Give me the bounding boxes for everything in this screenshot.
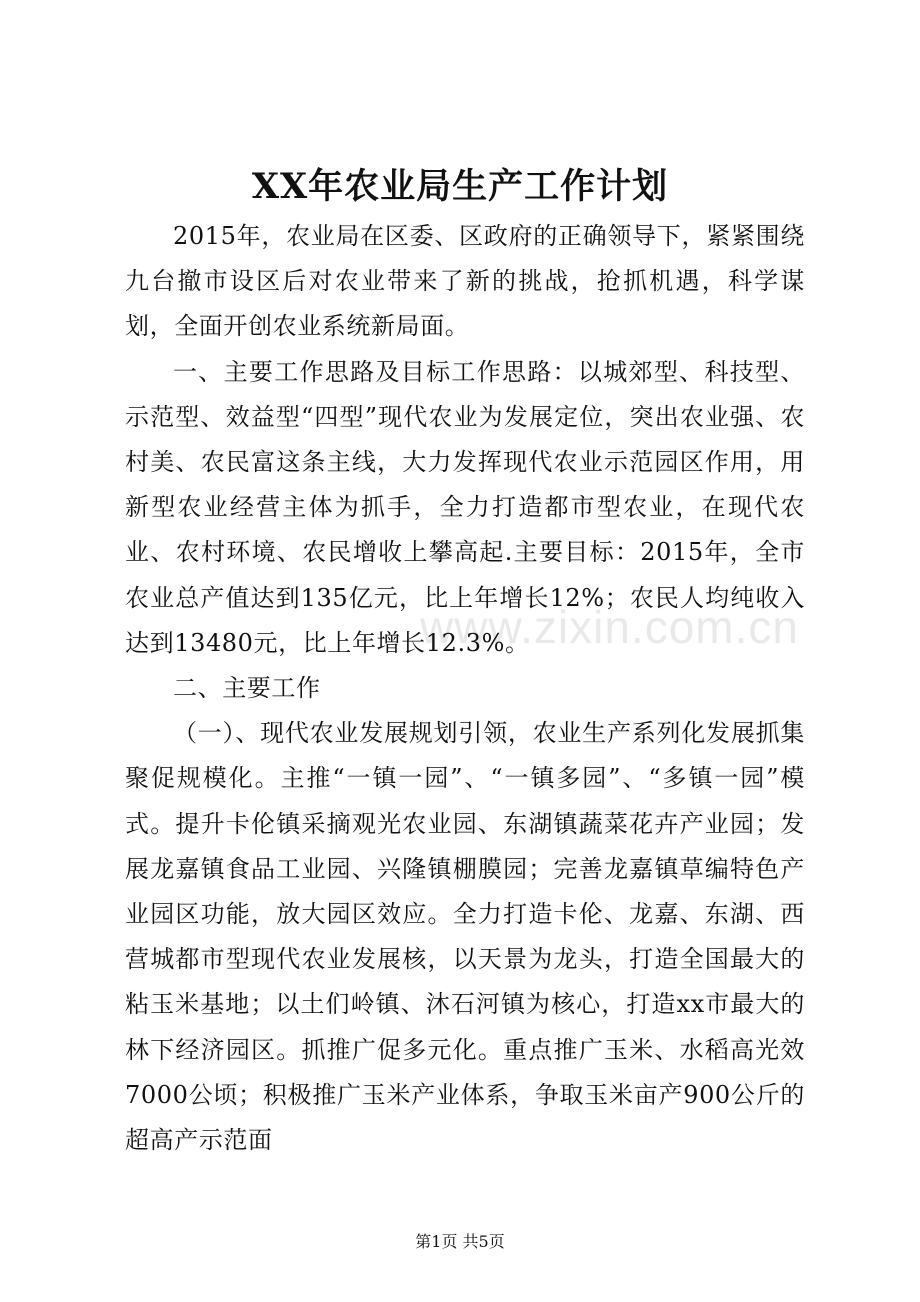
watermark: www.zixin.com.cn bbox=[420, 601, 799, 653]
paragraph-section-2-heading: 二、主要工作 bbox=[173, 674, 321, 703]
document-title: XX年农业局生产工作计划 bbox=[251, 166, 669, 207]
document-body bbox=[125, 214, 805, 1163]
paragraph-section-1: 一、主要工作思路及目标工作思路：以城郊型、科技型、示范型、效益型“四型”现代农业为发展定位，突出农业强、农村美、农民富这条主线，大力发挥现代农业示范园区作用，用新型农业经营主体为抓手，全力打造都市型农业，在现代农业、农村环境、农民增收上攀高起.主要目标：2015年，全市农业总产值达到135亿元，比上年增长12%；农民人均纯收入达到13480元，比上年增长12.3%。 bbox=[125, 357, 805, 657]
paragraph-intro: 2015年，农业局在区委、区政府的正确领导下，紧紧围绕九台撤市设区后对农业带来了新的挑战，抢抓机遇，科学谋划，全面开创农业系统新局面。 bbox=[125, 222, 805, 341]
page-footer: 第1页 共5页 bbox=[415, 1232, 505, 1251]
paragraph-section-2-1: （一）、现代农业发展规划引领，农业生产系列化发展抓集聚促规模化。主推“一镇一园”、“一镇多园”、“多镇一园”模式。提升卡伦镇采摘观光农业园、东湖镇蔬菜花卉产业园；发展龙嘉镇食品工业园、兴隆镇棚膜园；完善龙嘉镇草编特色产业园区功能，放大园区效应。全力打造卡伦、龙嘉、东湖、西营城都市型现代农业发展核，以天景为龙头，打造全国最大的粘玉米基地；以土们岭镇、沐石河镇为核心，打造xx市最大的林下经济园区。抓推广促多元化。重点推广玉米、水稻高光效7000公顷；积极推广玉米产业体系，争取玉米亩产900公斤的超高产示范面 bbox=[125, 719, 805, 1155]
